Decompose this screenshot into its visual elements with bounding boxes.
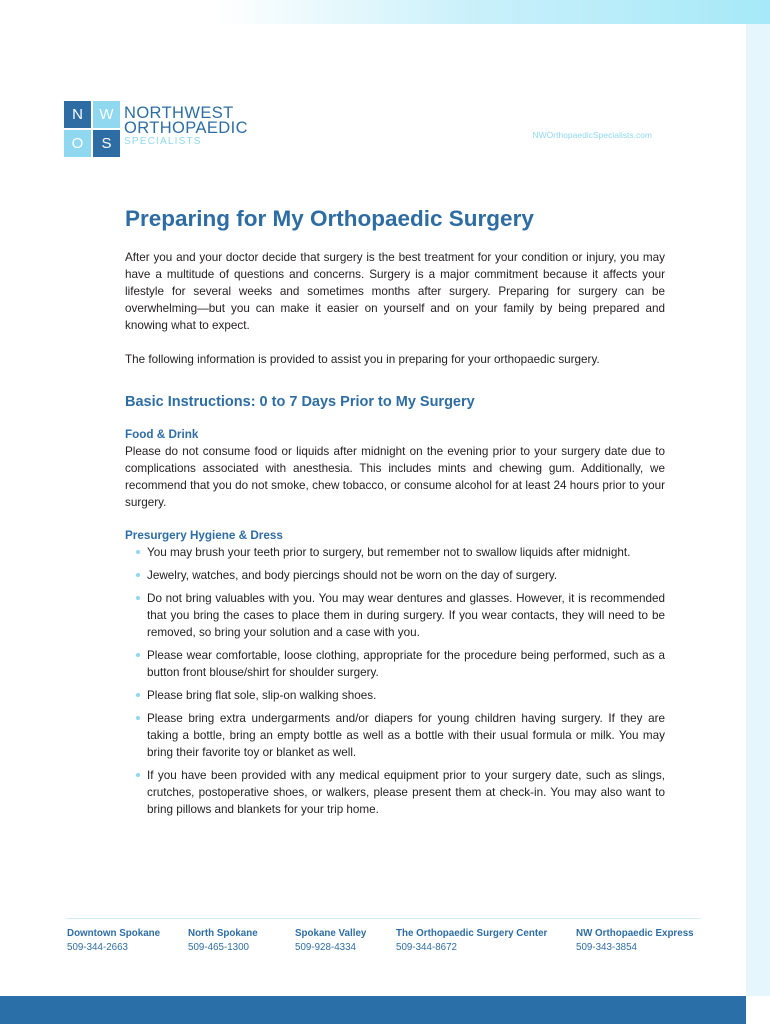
top-decorative-band bbox=[0, 0, 770, 24]
location-name: Downtown Spokane bbox=[67, 928, 161, 939]
logo-mark bbox=[64, 101, 120, 157]
hygiene-list bbox=[125, 544, 665, 818]
logo-letter-o: O bbox=[64, 130, 91, 157]
food-drink-heading: Food & Drink bbox=[125, 428, 199, 441]
list-item bbox=[125, 710, 665, 761]
location-phone: 509-343-3854 bbox=[576, 942, 638, 953]
list-item bbox=[125, 544, 665, 561]
location-north-spokane bbox=[188, 927, 258, 955]
location-name: North Spokane bbox=[188, 928, 258, 939]
website-url: NWOrthopaedicSpecialists.com bbox=[532, 130, 652, 140]
list-item-text: You may brush your teeth prior to surgery, but remember not to swallow liquids after midnight. bbox=[147, 546, 631, 559]
logo-letter-w: W bbox=[93, 101, 120, 128]
bullet-icon bbox=[136, 573, 140, 577]
list-item-text: Jewelry, watches, and body piercings should not be worn on the day of surgery. bbox=[147, 569, 558, 582]
bullet-icon bbox=[136, 716, 140, 720]
location-phone: 509-465-1300 bbox=[188, 942, 250, 953]
logo-letter-n: N bbox=[64, 101, 91, 128]
logo-line-specialists: SPECIALISTS bbox=[124, 136, 202, 147]
list-item-text: Please bring extra undergarments and/or diapers for young children having surgery. If they are taking a bottle, bring an empty bottle as well as a bottle with their usual formula or milk. You may bring their favorite toy or blanket as well. bbox=[147, 712, 665, 759]
intro-paragraph: After you and your doctor decide that surgery is the best treatment for your condition or injury, you may have a multitude of questions and concerns. Surgery is a major commitment because it affects your lifestyle for several weeks and sometimes months after surgery. Preparing for surgery can be overwhelming—but you can make it easier on yourself and on your family by being prepared and knowing what to expect. bbox=[125, 251, 665, 332]
location-name: The Orthopaedic Surgery Center bbox=[396, 928, 548, 939]
location-phone: 509-928-4334 bbox=[295, 942, 357, 953]
location-phone: 509-344-8672 bbox=[396, 942, 458, 953]
list-item bbox=[125, 590, 665, 641]
page-title: Preparing for My Orthopaedic Surgery bbox=[125, 206, 534, 231]
logo-line-orthopaedic: ORTHOPAEDIC bbox=[124, 119, 248, 137]
logo-letter-s: S bbox=[93, 130, 120, 157]
location-orthopaedic-surgery-center bbox=[396, 927, 547, 955]
location-name: Spokane Valley bbox=[295, 928, 367, 939]
list-item bbox=[125, 767, 665, 818]
location-spokane-valley bbox=[295, 927, 366, 955]
section-heading: Basic Instructions: 0 to 7 Days Prior to My Surgery bbox=[125, 394, 475, 410]
logo bbox=[64, 101, 248, 157]
food-drink-text: Please do not consume food or liquids after midnight on the evening prior to your surgery date due to complications associated with anesthesia. This includes mints and chewing gum. Additionally, we recommend that you do not smoke, chew tobacco, or consume alcohol for at least 24 hours prior to your surgery. bbox=[125, 445, 665, 509]
location-phone: 509-344-2663 bbox=[67, 942, 129, 953]
list-item bbox=[125, 647, 665, 681]
footer-divider bbox=[66, 918, 701, 919]
list-item-text: Do not bring valuables with you. You may wear dentures and glasses. However, it is recommended that you bring the cases to place them in during surgery. If you wear contacts, they will need to be removed, so bring your solution and a case with you. bbox=[147, 592, 665, 639]
bullet-icon bbox=[136, 550, 140, 554]
list-item bbox=[125, 567, 665, 584]
bullet-icon bbox=[136, 653, 140, 657]
logo-line-northwest: NORTHWEST bbox=[124, 104, 234, 122]
info-paragraph: The following information is provided to assist you in preparing for your orthopaedic surgery. bbox=[125, 353, 600, 366]
location-name: NW Orthopaedic Express bbox=[576, 928, 694, 939]
list-item bbox=[125, 687, 665, 704]
right-decorative-band bbox=[746, 24, 770, 996]
location-downtown-spokane bbox=[67, 927, 160, 955]
bullet-icon bbox=[136, 693, 140, 697]
bottom-decorative-band bbox=[0, 996, 746, 1024]
bullet-icon bbox=[136, 596, 140, 600]
list-item-text: Please bring flat sole, slip-on walking shoes. bbox=[147, 689, 377, 702]
bullet-icon bbox=[136, 773, 140, 777]
hygiene-heading: Presurgery Hygiene & Dress bbox=[125, 529, 283, 542]
location-nw-orthopaedic-express bbox=[576, 927, 694, 955]
logo-wordmark bbox=[124, 106, 248, 148]
list-item-text: Please wear comfortable, loose clothing, appropriate for the procedure being performed, such as a button front blouse/shirt for shoulder surgery. bbox=[147, 649, 665, 679]
document-body bbox=[125, 204, 665, 824]
list-item-text: If you have been provided with any medical equipment prior to your surgery date, such as slings, crutches, postoperative shoes, or walkers, please present them at check-in. You may also want to bring pillows and blankets for your trip home. bbox=[147, 769, 665, 816]
